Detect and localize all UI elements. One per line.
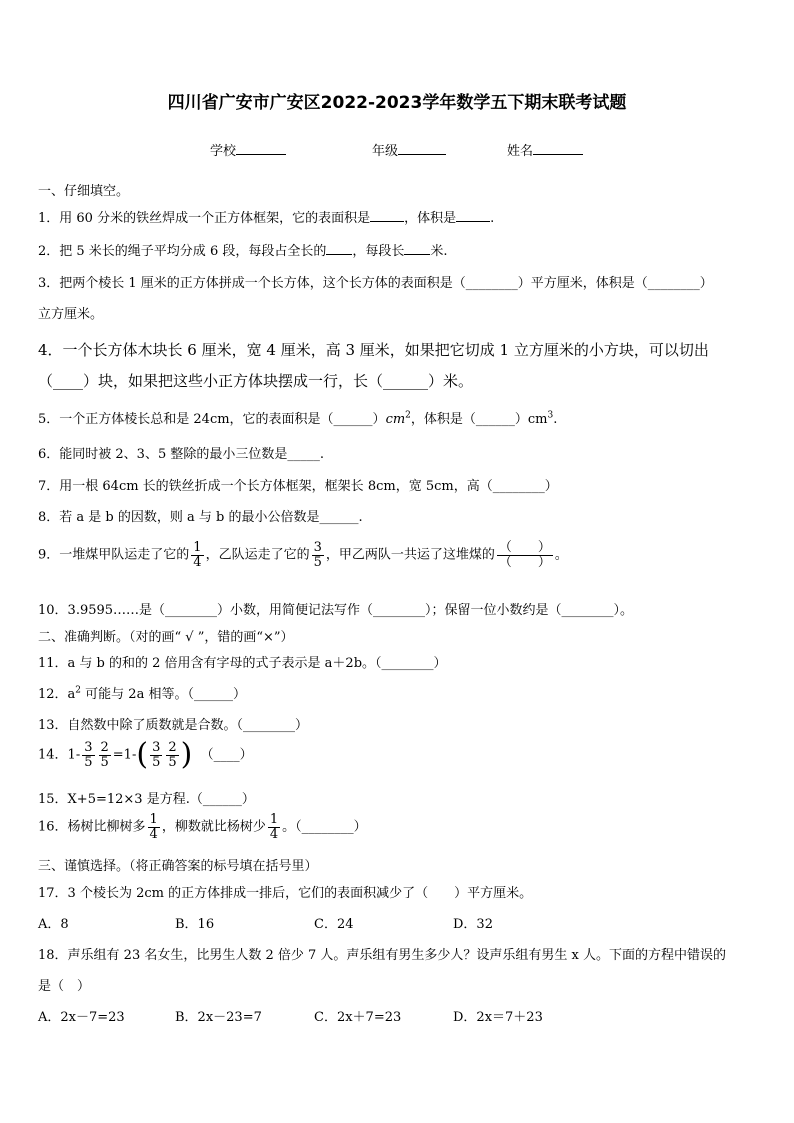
q18-option-a[interactable]: A．2x－7=23 — [38, 1010, 125, 1025]
q18-option-b[interactable]: B．2x－23=7 — [175, 1010, 262, 1025]
q14-fraction-2-denominator: 5 — [100, 754, 109, 770]
name-field — [507, 140, 583, 159]
q5-unit: cm — [385, 412, 406, 427]
question-18-line-2: 是（ ） — [38, 979, 91, 994]
grade-label: 年级 — [372, 144, 399, 159]
q1-text-3: . — [490, 211, 495, 226]
q17-option-a[interactable]: A．8 — [38, 917, 69, 932]
q16-fraction-1 — [148, 813, 160, 841]
q17-option-c[interactable]: C．24 — [314, 917, 354, 932]
question-15: 15．X+5=12×3 是方程.（______） — [38, 792, 255, 807]
q12-exponent: 2 — [75, 685, 82, 696]
q14-answer: （____） — [200, 747, 253, 763]
q14-fraction-3-numerator: 3 — [152, 739, 161, 755]
question-13: 13．自然数中除了质数就是合数。（________） — [38, 718, 309, 733]
q14-fraction-4 — [166, 741, 178, 769]
q14-fraction-1-denominator: 5 — [84, 754, 93, 770]
question-18-line-1: 18．声乐组有 23 名女生，比男生人数 2 倍少 7 人。声乐组有男生多少人？设声乐组有男生 x 人。下面的方程中错误的 — [38, 948, 727, 963]
question-1 — [38, 207, 494, 226]
q9-text: 9．一堆煤甲队运走了它的 — [38, 547, 190, 563]
school-label: 学校 — [210, 144, 237, 159]
q14-equals: =1- — [112, 747, 137, 763]
q9-answer-fraction — [497, 541, 553, 569]
q12-text-2: 可能与 2a 相等。（______） — [81, 687, 246, 702]
q9-text-2: ，乙队运走了它的 — [205, 547, 310, 563]
q14-fraction-4-numerator: 2 — [168, 739, 177, 755]
q9-fraction-1-numerator: 1 — [193, 540, 202, 555]
q14-fraction-3-denominator: 5 — [152, 754, 161, 770]
q16-fraction-2-denominator: 4 — [269, 826, 279, 842]
question-11: 11．a 与 b 的和的 2 倍用含有字母的式子表示是 a＋2b。（________） — [38, 656, 447, 671]
question-8: 8．若 a 是 b 的因数，则 a 与 b 的最小公倍数是______. — [38, 510, 363, 525]
question-2 — [38, 240, 448, 259]
q9-fraction-2-denominator: 5 — [313, 554, 322, 570]
section-heading-judge: 二、准确判断。（对的画“ √ ”，错的画“×”） — [38, 630, 294, 645]
q2-text: 2．把 5 米长的绳子平均分成 6 段，每段占全长的 — [38, 244, 327, 259]
q2-text-3: 米. — [430, 244, 448, 259]
q2-text-2: ，每段长 — [352, 244, 405, 259]
q2-blank-2 — [404, 242, 430, 255]
q1-blank-2 — [456, 209, 490, 222]
name-blank — [533, 142, 583, 155]
question-3-line-1: 3．把两个棱长 1 厘米的正方体拼成一个长方体，这个长方体的表面积是（________）平方厘米，体积是（________） — [38, 276, 713, 291]
question-14 — [38, 737, 253, 772]
grade-blank — [398, 142, 446, 155]
q2-blank-1 — [326, 242, 352, 255]
question-4-line-1: 4．一个长方体木块长 6 厘米，宽 4 厘米，高 3 厘米，如果把它切成 1 立方厘米的小方块，可以切出 — [38, 341, 709, 359]
q16-text-3: 。（________） — [282, 819, 367, 835]
grade-field — [372, 140, 446, 159]
q14-fraction-3 — [150, 741, 162, 769]
q14-fraction-1 — [82, 741, 94, 769]
question-3-line-2: 立方厘米。 — [38, 307, 104, 322]
q14-fraction-2 — [99, 741, 111, 769]
q5-exponent-2: 3 — [547, 410, 554, 421]
question-7: 7．用一根 64cm 长的铁丝折成一个长方体框架，框架长 8cm，宽 5cm，高（________） — [38, 479, 558, 494]
q18-option-d[interactable]: D．2x＝7＋23 — [453, 1010, 543, 1025]
q5-text-3: . — [553, 412, 558, 427]
q1-text: 1．用 60 分米的铁丝焊成一个正方体框架，它的表面积是 — [38, 211, 371, 226]
q16-fraction-2-numerator: 1 — [269, 812, 279, 827]
q14-fraction-2-numerator: 2 — [100, 739, 109, 755]
q17-option-b[interactable]: B．16 — [175, 917, 215, 932]
q5-text-2: ，体积是（______）cm — [410, 412, 548, 427]
school-blank — [236, 142, 286, 155]
question-5 — [38, 408, 557, 427]
q14-fraction-4-denominator: 5 — [168, 754, 177, 770]
q1-text-2: ，体积是 — [404, 211, 457, 226]
q9-answer-denominator: （ ） — [498, 554, 551, 570]
q14-text: 14．1- — [38, 747, 81, 763]
q16-text: 16．杨树比柳树多 — [38, 819, 146, 835]
q5-text: 5．一个正方体棱长总和是 24cm，它的表面积是（______） — [38, 412, 386, 427]
q17-option-d[interactable]: D．32 — [453, 917, 493, 932]
section-heading-fill: 一、仔细填空。 — [38, 184, 130, 199]
q16-fraction-1-numerator: 1 — [149, 812, 158, 827]
question-6: 6．能同时被 2、3、5 整除的最小三位数是_____. — [38, 447, 324, 462]
q9-fraction-1-denominator: 4 — [193, 554, 202, 570]
question-10: 10．3.9595……是（________）小数，用简便记法写作（________）；保留一位小数约是（________）。 — [38, 603, 634, 618]
q16-fraction-2 — [268, 813, 280, 841]
question-4-line-2: （____）块，如果把这些小正方体块摆成一行，长（______）米。 — [38, 372, 474, 390]
q9-text-3: ，甲乙两队一共运了这堆煤的 — [325, 547, 495, 563]
q9-fraction-2 — [312, 541, 324, 569]
q9-text-4: 。 — [554, 547, 568, 563]
q1-blank-1 — [370, 209, 404, 222]
q9-answer-numerator: （ ） — [498, 540, 551, 555]
section-heading-choice: 三、谨慎选择。（将正确答案的标号填在括号里） — [38, 859, 318, 874]
q14-left-paren: ( — [136, 737, 149, 772]
q5-exponent: 2 — [405, 410, 411, 421]
page-title: 四川省广安市广安区2022-2023学年数学五下期末联考试题 — [167, 93, 627, 113]
q16-fraction-1-denominator: 4 — [149, 826, 158, 842]
q18-option-c[interactable]: C．2x＋7=23 — [314, 1010, 402, 1025]
q9-fraction-1 — [191, 541, 203, 569]
q9-fraction-2-numerator: 3 — [313, 540, 322, 555]
question-17: 17．3 个棱长为 2cm 的正方体排成一排后，它们的表面积减少了（ ）平方厘米。 — [38, 886, 533, 901]
q12-text: 12．a — [38, 687, 76, 702]
school-field — [210, 140, 286, 159]
q16-text-2: ，柳数就比杨树少 — [161, 819, 266, 835]
question-16 — [38, 813, 367, 841]
q14-fraction-1-numerator: 3 — [84, 739, 93, 755]
question-9 — [38, 541, 568, 569]
name-label: 姓名 — [507, 144, 534, 159]
question-12 — [38, 683, 246, 702]
q14-right-paren: ) — [180, 737, 193, 772]
